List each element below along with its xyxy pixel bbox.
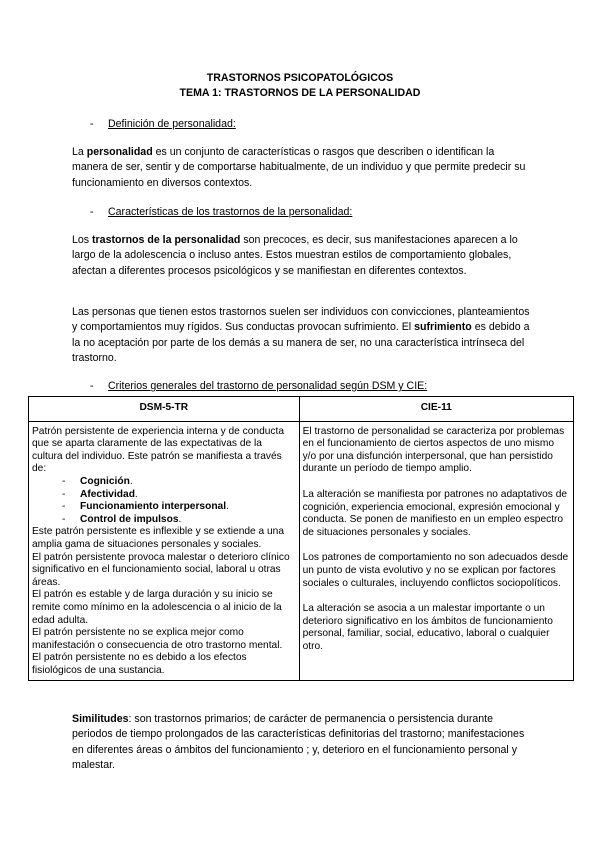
definition-pre: La [72, 146, 87, 158]
table-header-row [29, 397, 574, 422]
definition-post: es un conjunto de características o rasgos que describen o identifican la manera de ser, sentir y de comportarse habitualmente, de un individuo y que permite predecir su funcionamiento en diversos contextos. [72, 146, 526, 189]
characteristics-pre: Los [72, 234, 93, 246]
dsm-item-end: . [178, 513, 182, 525]
dsm-item [32, 514, 295, 527]
similitudes-label: Similitudes [72, 713, 129, 725]
similitudes-paragraph [72, 712, 532, 773]
dsm-item [32, 489, 295, 502]
dsm-item [32, 476, 295, 489]
paragraph-gap [303, 476, 569, 489]
dsm-item-end: . [129, 475, 133, 487]
dsm-item-label: Control de impulsos [80, 513, 179, 525]
dash-marker: - [62, 475, 66, 487]
paragraph-gap [303, 590, 569, 603]
dsm-paragraph: El patrón persistente no es debido a los efectos fisiológicos de una sustancia. [32, 652, 247, 676]
criteria-heading-text: Criterios generales del trastorno de personalidad según DSM y CIE: [108, 380, 428, 392]
cie-paragraph: La alteración se manifiesta por patrones no adaptativos de cognición, experiencia emocional, expresión emocional y conducta. Se ponen de manifiesto en un empleo espectro de situaciones personales y sociales. [302, 488, 568, 538]
cie-paragraph: Los patrones de comportamiento no son adecuados desde un punto de vista evolutivo y no se explican por factores sociales o culturales, incluyendo conflictos sociopolíticos. [302, 552, 569, 589]
similitudes-text: : son trastornos primarios; de carácter de permanencia o persistencia durante periodos de tiempo prolongados de las características definitorias del trastorno; manifestaciones en diferentes áreas o ámbitos del funcionamiento ; y, deterioro en el funcionamiento personal y malestar. [72, 713, 525, 771]
dsm-item [32, 501, 295, 514]
dash-marker: - [90, 206, 94, 218]
header-cie: CIE-11 [299, 397, 573, 422]
document-subtitle: TEMA 1: TRASTORNOS DE LA PERSONALIDAD [179, 87, 421, 99]
dash-marker: - [62, 501, 66, 513]
dash-marker: - [90, 380, 94, 392]
dash-marker: - [90, 118, 94, 130]
criteria-table [28, 396, 574, 681]
dsm-paragraph: El patrón persistente provoca malestar o deterioro clínico significativo en el funcionamiento social, laboral u otras áreas. [32, 551, 290, 588]
dsm-item-label: Afectividad [80, 488, 135, 500]
definition-paragraph [72, 145, 532, 191]
dsm-item-label: Funcionamiento interpersonal [80, 501, 227, 513]
document-title: TRASTORNOS PSICOPATOLÓGICOS [206, 72, 394, 84]
characteristics-paragraph-1 [72, 233, 532, 279]
characteristics-paragraph-2 [72, 305, 532, 367]
characteristics-heading [90, 206, 352, 218]
characteristics-post: son precoces, es decir, sus manifestaciones aparecen a lo largo de la adolescencia o incluso antes. Estos muestran estilos de comportamiento globales, afectan a diferentes procesos psicológicos y se manifiestan en diferentes contextos. [72, 234, 518, 277]
characteristics-heading-text: Características de los trastornos de la personalidad: [108, 206, 353, 218]
dsm-paragraph: Este patrón persistente es inflexible y se extiende a una amplia gama de situaciones personales y sociales. [32, 526, 285, 550]
definition-heading-text: Definición de personalidad: [108, 118, 236, 130]
definition-bold: personalidad [86, 146, 153, 158]
header-dsm: DSM-5-TR [29, 397, 300, 422]
criteria-heading [90, 380, 427, 392]
dsm-item-end: . [226, 501, 229, 513]
characteristics2-post: es debido a la no aceptación por parte de los demás a su manera de ser, no una característica intrínseca del trastorno. [72, 321, 530, 365]
dsm-paragraph: El patrón persistente no se explica mejor como manifestación o consecuencia de otro trastorno mental. [32, 627, 283, 651]
dash-marker: - [62, 488, 66, 500]
dash-marker: - [62, 513, 66, 525]
characteristics2-bold: sufrimiento [414, 321, 472, 334]
dsm-intro: Patrón persistente de experiencia interna y de conducta que se aparta claramente de las expectativas de la cultura del individuo. Este patrón se manifiesta a través de: [32, 425, 285, 475]
characteristics2-pre: Las personas que tienen estos trastornos suelen ser individuos con convicciones, planteamientos y comportamientos muy rígidos. Sus conductas provocan sufrimiento. El [72, 306, 530, 334]
cie-paragraph: El trastorno de personalidad se caracteriza por problemas en el funcionamiento de ciertos aspectos de uno mismo y/o por una disfunción interpersonal, que han persistido durante un período de tiempo amplio. [302, 425, 565, 475]
dsm-item-end: . [134, 488, 138, 500]
cie-cell [299, 421, 573, 681]
definition-heading [90, 118, 236, 130]
table-body-row [29, 421, 574, 681]
dsm-item-label: Cognición [80, 475, 130, 487]
dsm-cell [29, 421, 300, 681]
characteristics-bold: trastornos de la personalidad [92, 234, 241, 246]
paragraph-gap [303, 539, 569, 552]
dsm-paragraph: El patrón es estable y de larga duración y su inicio se remite como mínimo en la adolescencia o al inicio de la edad adulta. [32, 589, 282, 626]
cie-paragraph: La alteración se asocia a un malestar importante o un deterioro significativo en los ámbitos de funcionamiento personal, familiar, social, educativo, laboral o cualquier otro. [302, 603, 553, 652]
